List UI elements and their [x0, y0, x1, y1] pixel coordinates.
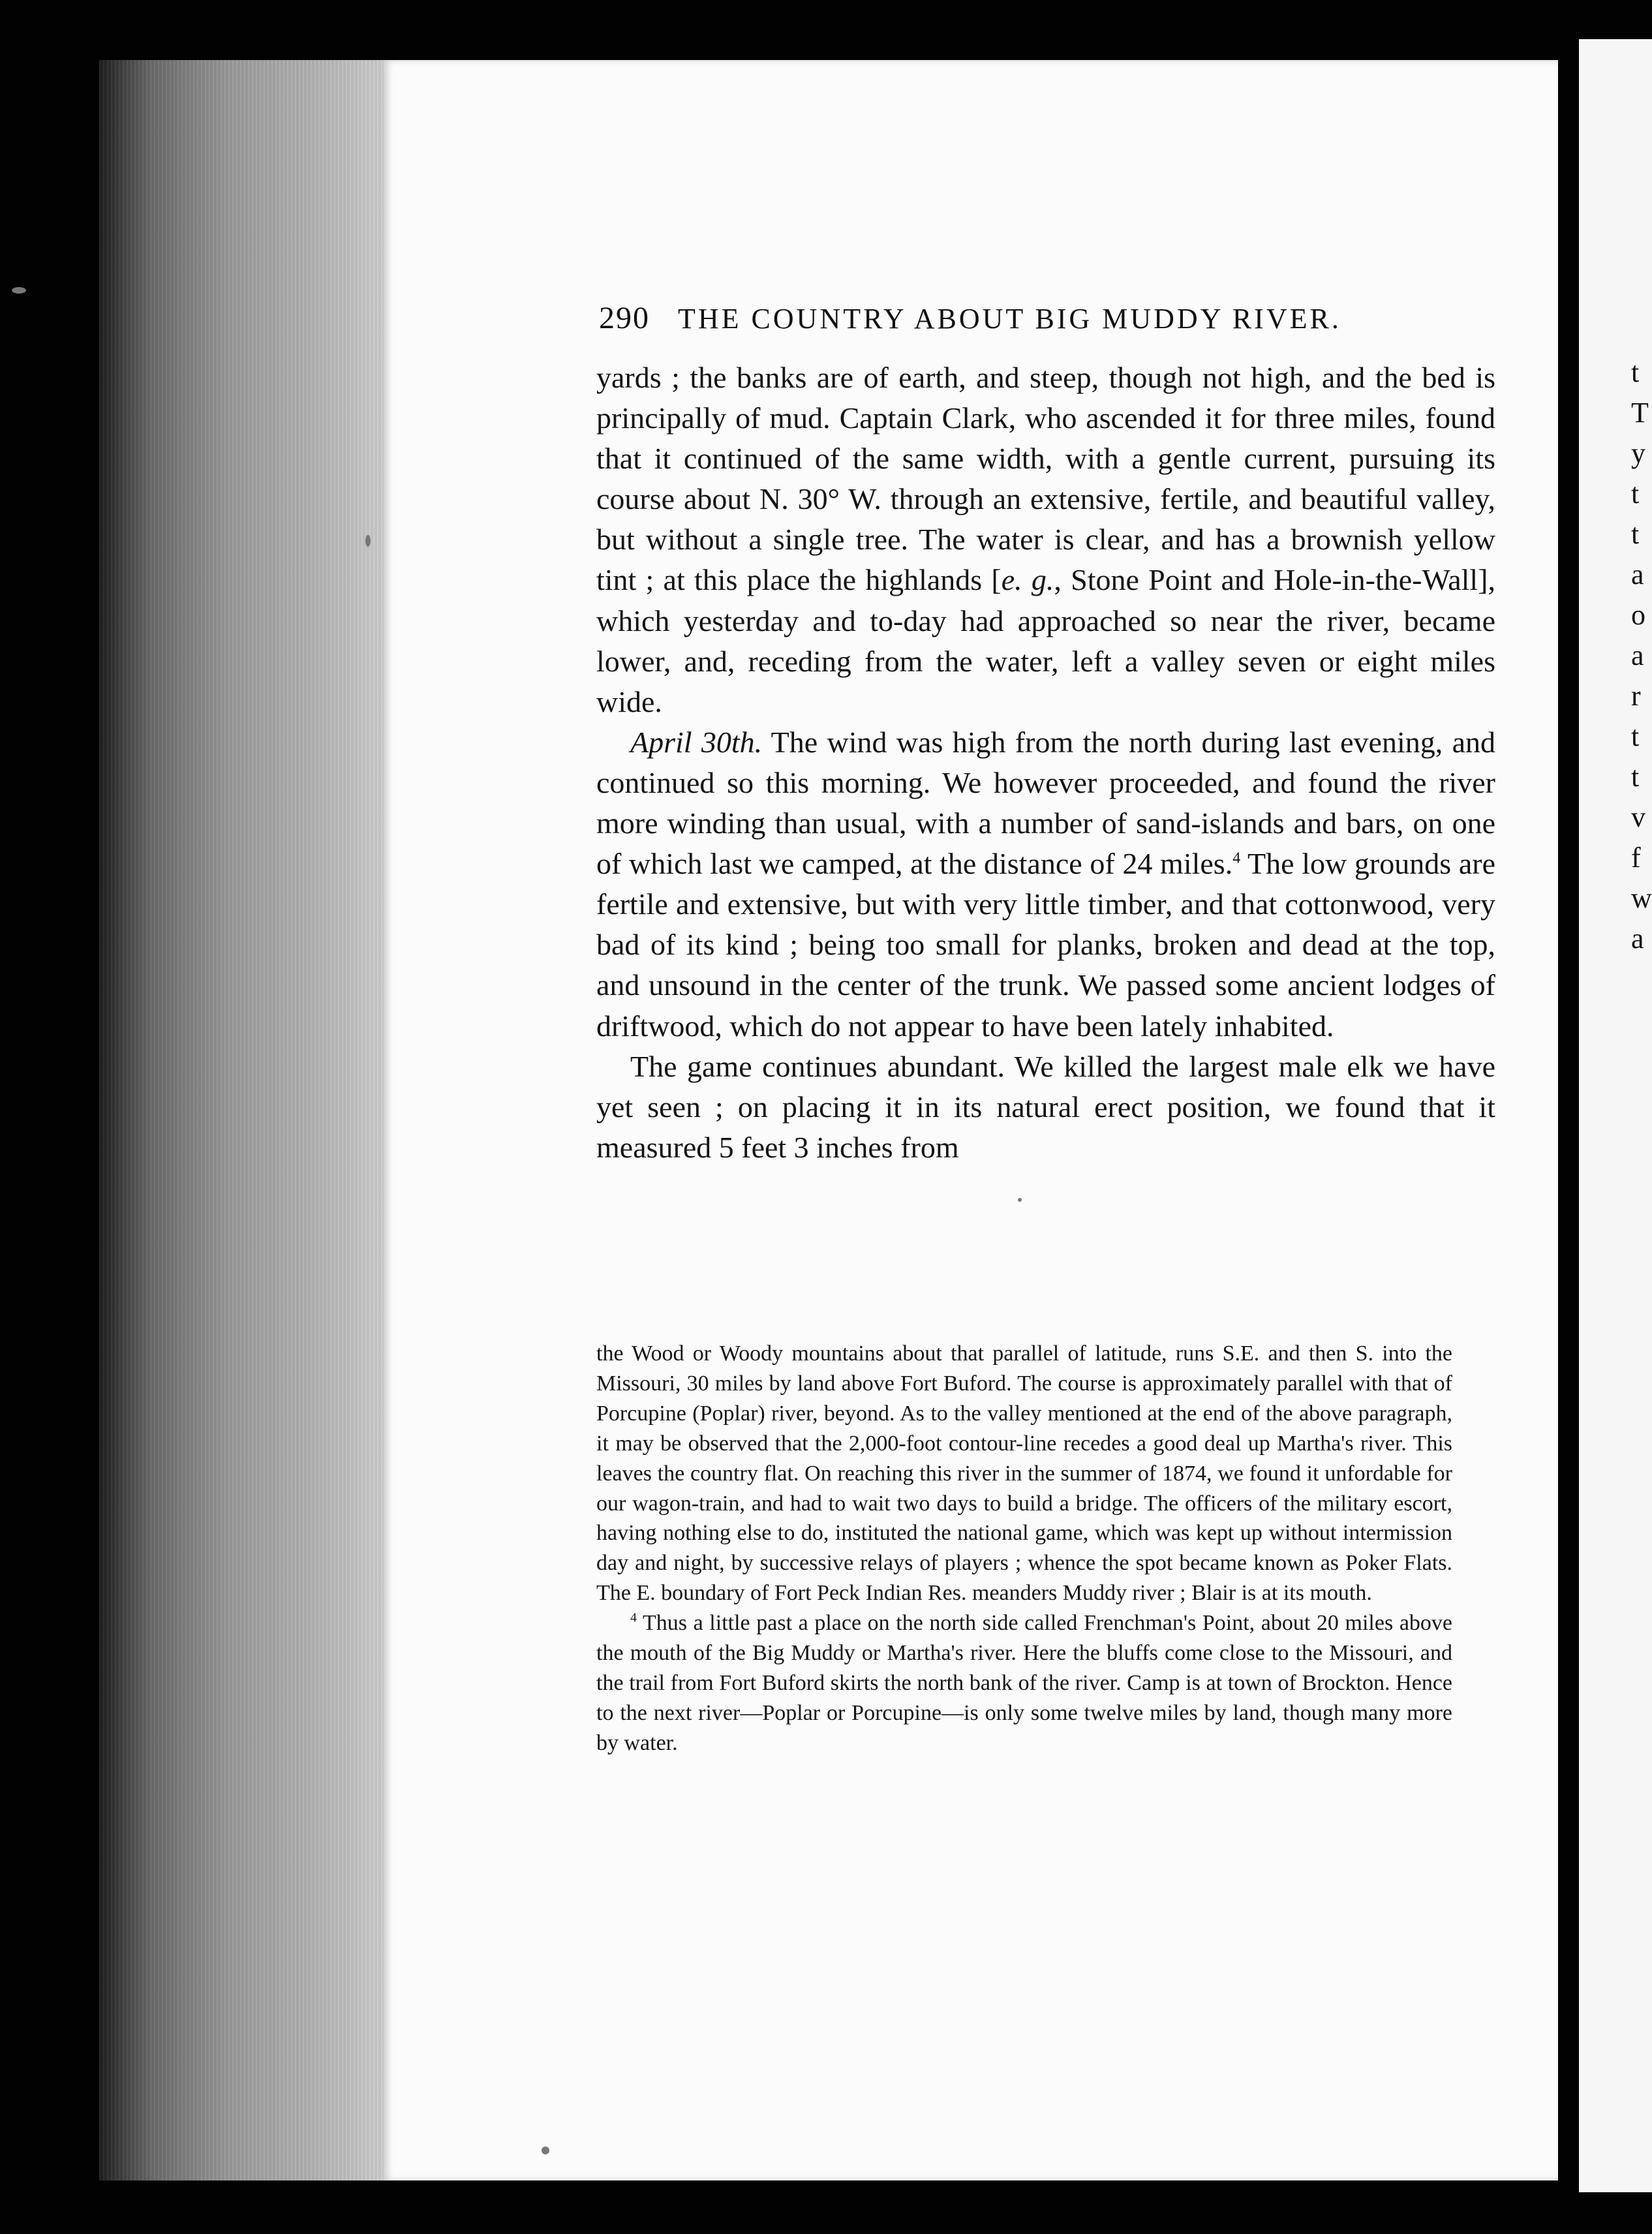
- edge-letter: a: [1631, 558, 1644, 590]
- edge-letter: T: [1631, 397, 1649, 429]
- footnote-text: Thus a little past a place on the north side called Frenchman's Point, about 20 miles above the mouth of the Big Muddy or Martha's river. Here the bluffs come close to the Missouri, and the trail from Fort Buford skirts the north bank of the river. Camp is at town of Brockton. Hence to the next river—Poplar or Porcupine—is only some twelve miles by land, though many more by water.: [596, 1611, 1452, 1755]
- edge-letter: o: [1631, 599, 1645, 631]
- footnote-4: [596, 1608, 1452, 1758]
- italic-eg: e. g.: [1001, 563, 1054, 597]
- footnote-text: the Wood or Woody mountains about that parallel of latitude, runs S.E. and then S. into the Missouri, 30 miles by land above Fort Buford. The course is approximately parallel with that of Porcupine (Poplar) river, beyond. As to the valley mentioned at the end of the above paragraph, it may be observed that the 2,000-foot contour-line recedes a good deal up Martha's river. This leaves the country flat. On reaching this river in the summer of 1874, we found it unfordable for our wagon-train, and had to wait two days to build a bridge. The officers of the military escort, having nothing else to do, instituted the national game, which was kept up without intermission day and night, by successive relays of players ; whence the spot became known as Poker Flats. The E. boundary of Fort Peck Indian Res. meanders Muddy river ; Blair is at its mouth.: [596, 1341, 1452, 1606]
- paragraph-text: The game continues abundant. We killed the largest male elk we have yet seen ; on placing it in its natural erect position, we found that it measured 5 feet 3 inches from: [596, 1049, 1495, 1164]
- page-number: 290: [599, 301, 650, 335]
- adjacent-page-letters: [1631, 352, 1652, 959]
- paragraph: [596, 722, 1495, 1047]
- main-text: [596, 358, 1495, 1168]
- scan-speck: [1018, 1198, 1022, 1202]
- edge-letter: t: [1631, 518, 1640, 550]
- edge-letter: a: [1631, 639, 1644, 671]
- page-header: [599, 300, 1377, 336]
- paragraph: [596, 1047, 1495, 1168]
- scan-speck: [365, 535, 371, 547]
- edge-letter: y: [1631, 437, 1645, 469]
- edge-letter: v: [1631, 801, 1645, 833]
- running-title: THE COUNTRY ABOUT BIG MUDDY RIVER.: [678, 303, 1341, 335]
- paragraph-text: yards ; the banks are of earth, and steep, though not high, and the bed is principally of mud. Captain Clark, who ascended it for three miles, found that it continued of the same width, with a gentle current, pursuing its course about N. 30° W. through an extensive, fertile, and beautiful valley, but without a single tree. The water is clear, and has a brownish yellow tint ; at this place the highlands [: [596, 361, 1495, 597]
- footnote-continuation: [596, 1339, 1452, 1608]
- edge-letter: t: [1631, 478, 1640, 510]
- paragraph: [596, 358, 1495, 722]
- footnote-number: 4: [630, 1610, 637, 1625]
- footnote-marker: 4: [1232, 849, 1241, 867]
- paragraph-text: The low grounds are fertile and extensive, but with very little timber, and that cottonwood, very bad of its kind ; being too small for planks, broken and dead at the top, and unsound in the center of the trunk. We passed some ancient lodges of driftwood, which do not appear to have been lately inhabited.: [596, 847, 1495, 1043]
- paragraph-text: The wind was high from the north during last evening, and continued so this morning. We however proceeded, and found the river more winding than usual, with a number of sand-islands and bars, on one of which last we camped, at the distance of 24 miles.: [596, 725, 1495, 881]
- edge-letter: a: [1631, 923, 1644, 955]
- entry-date: April 30th.: [630, 725, 763, 759]
- scan-speck: [542, 2147, 549, 2154]
- edge-letter: t: [1631, 720, 1640, 752]
- edge-letter: t: [1631, 761, 1640, 793]
- footnotes: [596, 1339, 1452, 1758]
- scan-speck: [12, 287, 26, 294]
- edge-letter: r: [1631, 680, 1641, 712]
- edge-letter: w: [1631, 882, 1652, 914]
- edge-letter: f: [1631, 842, 1641, 874]
- book-page-edge-lines: [99, 60, 386, 2180]
- edge-letter: t: [1631, 356, 1640, 388]
- paragraph-text: , Stone Point and Hole-in-the-Wall], which yesterday and to-day had approached so near the river, became lower, and, receding from the water, left a valley seven or eight miles wide.: [596, 563, 1495, 718]
